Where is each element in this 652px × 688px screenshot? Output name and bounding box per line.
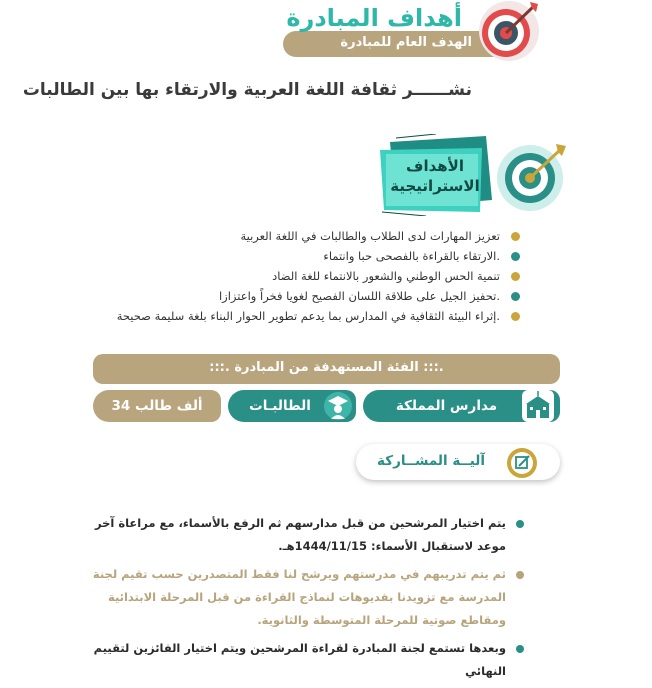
dart-target-icon [496,140,568,212]
graduate-icon [322,390,354,422]
list-item: يتم اختيار المرشحين من قبل مدارسهم ثم الرفع بالأسماء، مع مراعاة آخر موعد لاستقبال الأسماء: 1444/11/15هـ. [84,512,524,558]
students-pill [228,390,356,422]
list-item: تعزيز المهارات لدى الطلاب والطالبات في اللغة العربية [40,226,520,246]
bullet-dot [516,520,524,528]
list-item: الارتقاء بالقراءة بالفصحى حبا وانتماء. [40,246,520,266]
strategic-title-line1: الأهداف [406,157,464,175]
list-item: ثم يتم تدريبهم في مدرستهم ويرشح لنا فقط المتصدرين حسب تقيم لجنة المدرسة مع تزويدنا بفديوهات لنماذج القراءة من قبل المرحلة الابتدائية ومقاطع صوتية للمرحلة المتوسطة والثانوية. [84,563,524,632]
list-item: وبعدها تستمع لجنة المبادرة لقراءة المرشحين ويتم اختيار الفائزين لتقييم النهائي [84,637,524,683]
bullet-dot [511,232,520,241]
target-icon [478,0,540,62]
strategic-goals-title [382,156,488,196]
page-title: أهداف المبادرة [286,4,462,32]
participation-mechanism-title: آليــة المشــاركة [377,453,485,469]
bullet-dot [511,272,520,281]
bullet-dot [516,645,524,653]
bullet-dot [516,571,524,579]
strategic-goals-list [40,226,520,326]
bullet-dot [511,252,520,261]
schools-pill [363,390,560,422]
students-label: الطالبـات [249,398,311,414]
target-group-title: :::. الفئة المستهدفة من المبادرة :::. [209,360,444,375]
list-item: تحفيز الجيل على طلاقة اللسان الفصيح لغويا فخراً واعتزازا. [40,286,520,306]
school-building-icon [522,390,554,422]
bullet-dot [511,292,520,301]
list-item: إثراء البيئة الثقافية في المدارس بما يدعم تطوير الحوار البناء بلغة سليمة صحيحة. [40,306,520,326]
general-goal-text: نشــــــر ثقافة اللغة العربية والارتقاء بها بين الطالبات [22,80,472,100]
bullet-dot [511,312,520,321]
edit-icon [506,447,538,479]
list-item: تنمية الحس الوطني والشعور بالانتماء للغة الضاد [40,266,520,286]
page-subtitle: الهدف العام للمبادرة [340,35,472,50]
participation-steps-list [84,512,524,688]
strategic-title-line2: الاستراتيجية [390,177,480,195]
students-count-pill: 34 ألف طالب [93,390,221,422]
schools-label: مدارس المملكة [395,398,498,414]
